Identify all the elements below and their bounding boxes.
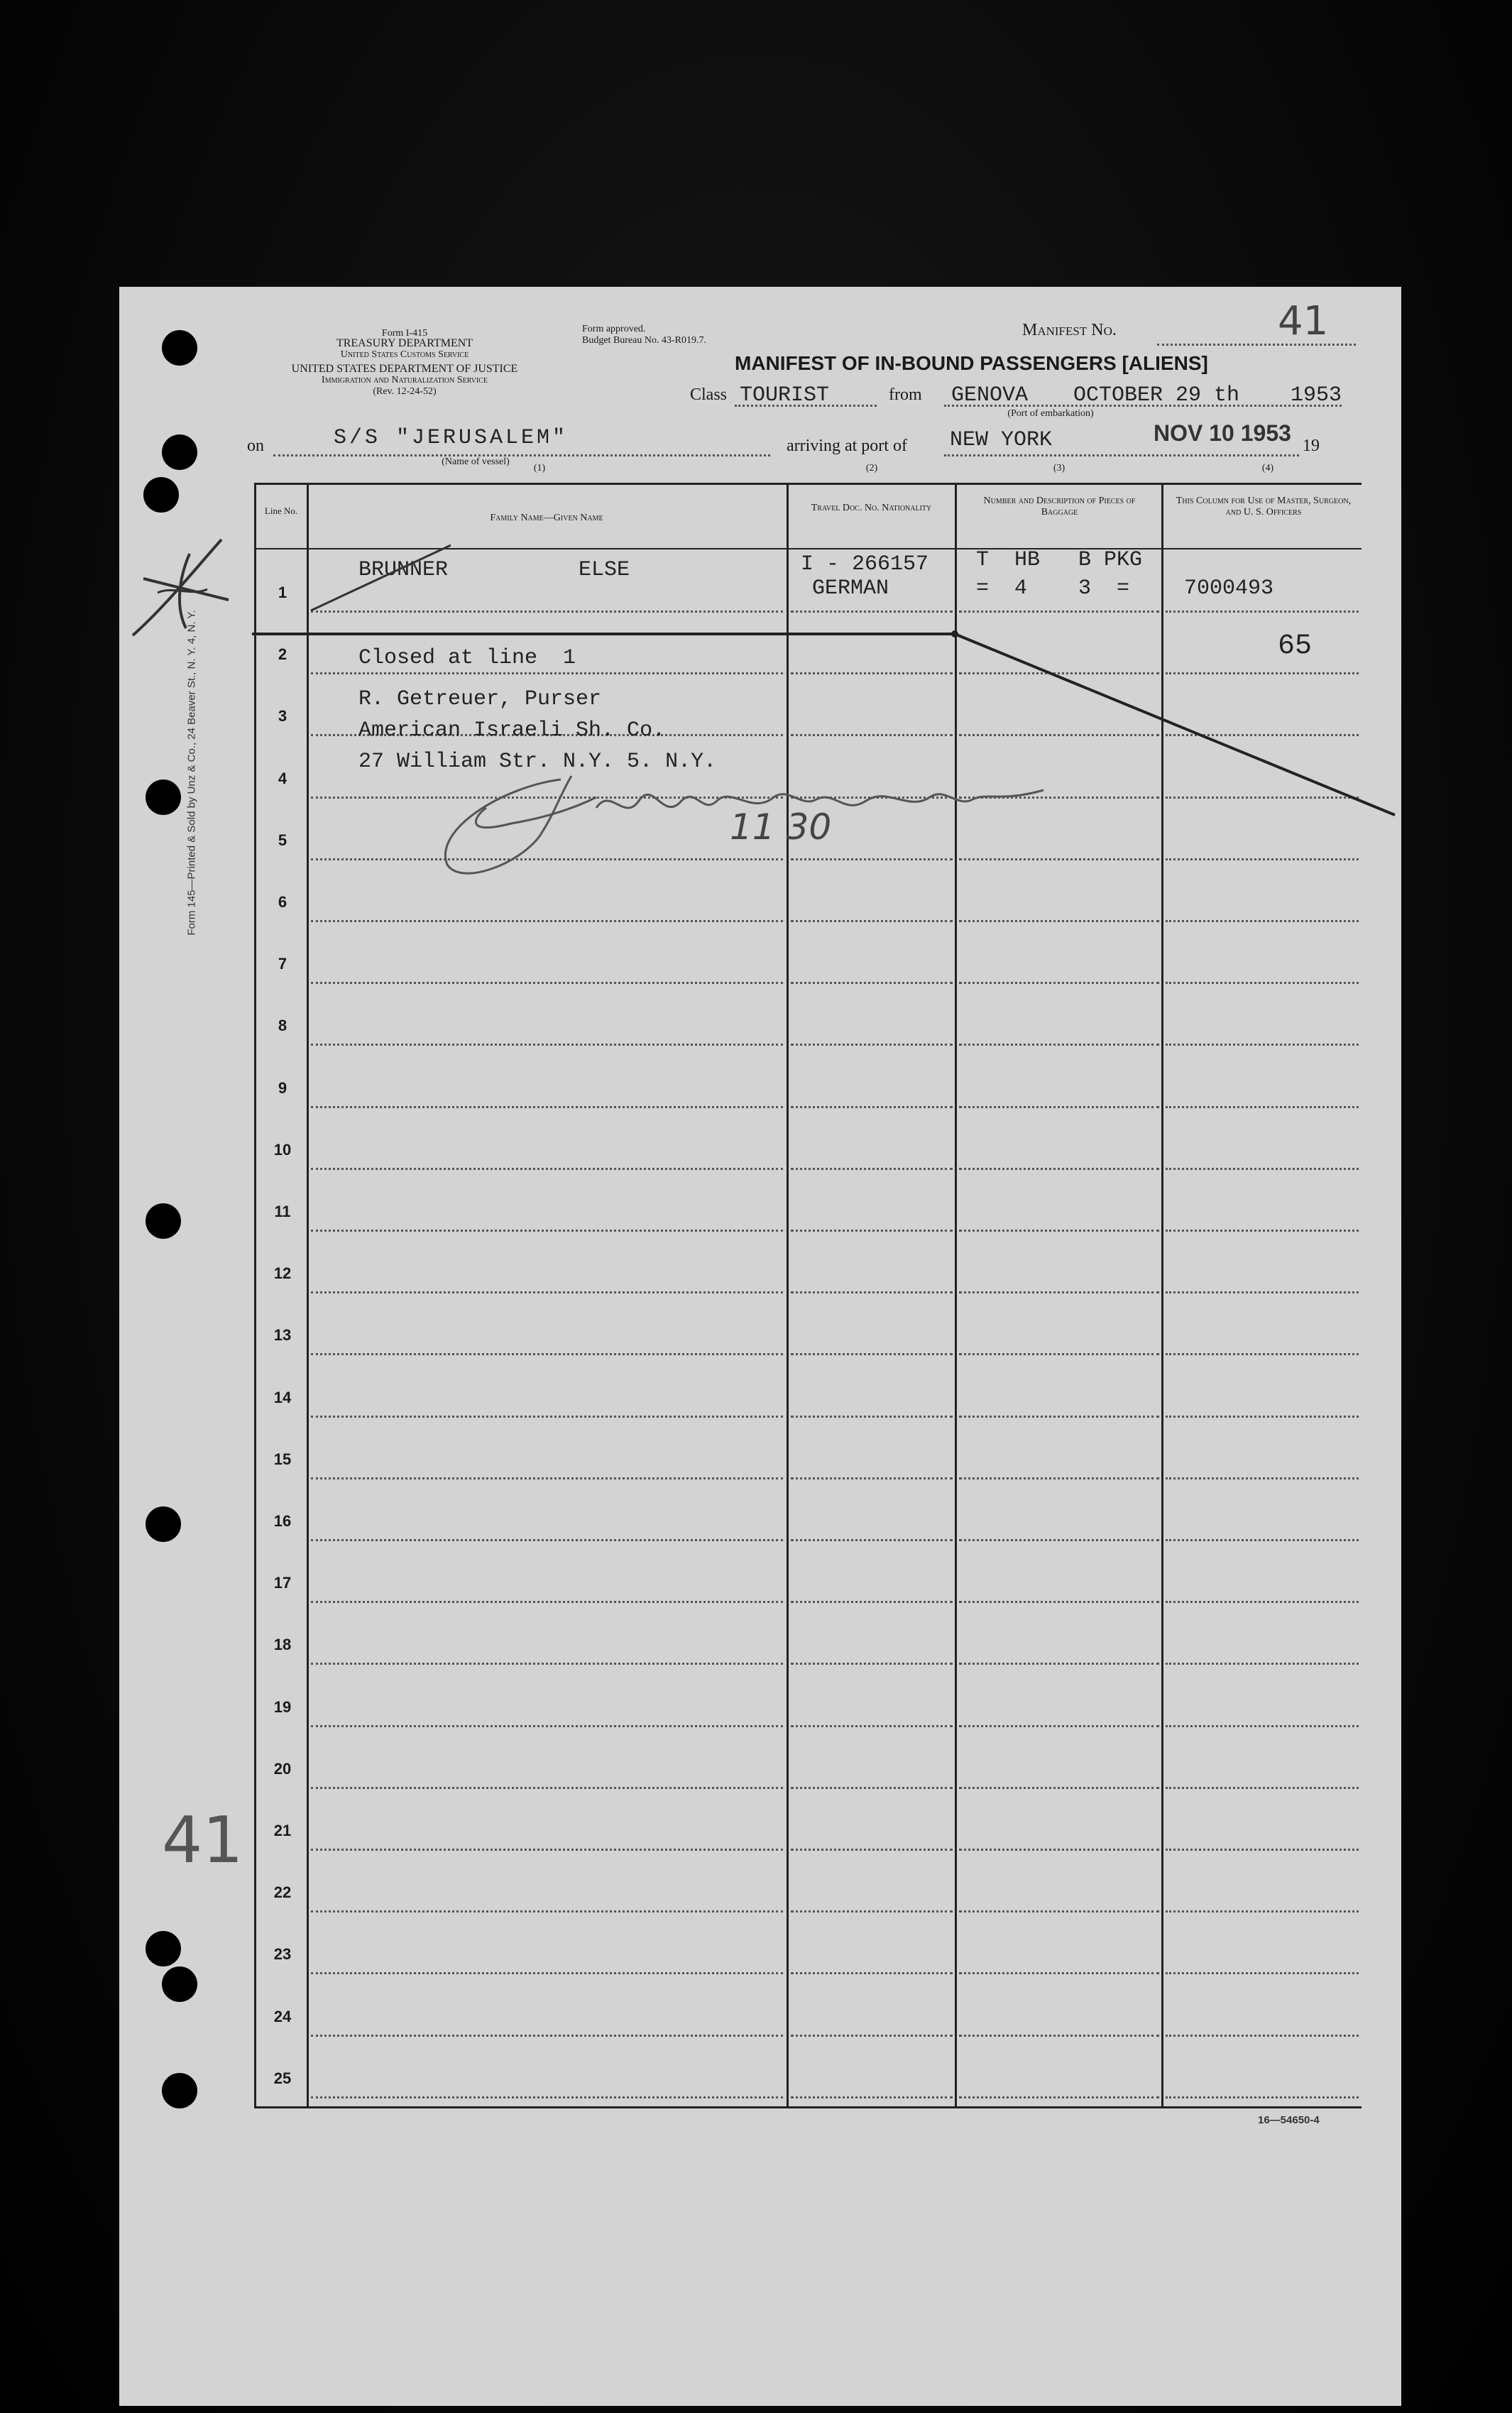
col-ref-2: (2): [865, 463, 878, 474]
row-rule: [959, 1477, 1159, 1479]
binder-hole: [146, 1931, 181, 1966]
col-header-name: Family Name—Given Name: [490, 513, 603, 523]
line-number: 20: [273, 1759, 292, 1778]
line-number: 13: [273, 1326, 292, 1345]
row-rule: [311, 1910, 783, 1913]
row-rule: [791, 920, 953, 922]
row1-officer-number[interactable]: 7000493: [1184, 576, 1274, 601]
row-rule: [311, 1106, 783, 1108]
line-number: 2: [278, 645, 287, 664]
manifest-no-label: Manifest No.: [1022, 321, 1117, 339]
line-number: 5: [278, 831, 287, 849]
line-number: 8: [278, 1017, 287, 1035]
row-rule: [791, 1477, 953, 1479]
row-rule: [311, 1291, 783, 1293]
row-rule: [311, 1849, 783, 1851]
form-approved: Form approved.: [582, 324, 646, 334]
line-number: 17: [273, 1574, 292, 1592]
row2-officer-number[interactable]: 65: [1278, 630, 1313, 662]
row-rule: [1166, 1416, 1359, 1418]
row-rule: [311, 1353, 783, 1355]
row-rule: [1166, 920, 1359, 922]
row-rule: [311, 1725, 783, 1727]
manifest-title: MANIFEST OF IN-BOUND PASSENGERS [ALIENS]: [735, 352, 1208, 374]
shipping-company: American Israeli Sh. Co.: [358, 718, 666, 743]
row-rule: [311, 1044, 783, 1046]
binder-hole: [162, 1966, 197, 2002]
revision: (Rev. 12-24-52): [373, 386, 437, 397]
vessel-value[interactable]: S/S "JERUSALEM": [334, 426, 569, 450]
on-label: on: [247, 437, 264, 455]
row-rule: [1166, 1291, 1359, 1293]
binder-hole: [162, 2073, 197, 2108]
line-number: 6: [278, 893, 287, 911]
arrival-date-stamp: NOV 10 1953: [1154, 420, 1291, 446]
row-rule: [311, 1787, 783, 1789]
row-rule: [959, 1044, 1159, 1046]
row-rule: [959, 2035, 1159, 2037]
line-number: 12: [273, 1264, 292, 1283]
line-number: 24: [273, 2007, 292, 2025]
binder-hole: [162, 330, 197, 366]
embarkation-note: (Port of embarkation): [1007, 408, 1094, 419]
line-number: 21: [273, 1822, 292, 1839]
row-rule: [959, 1168, 1159, 1170]
row1-baggage-count[interactable]: = 4 3 =: [976, 576, 1130, 601]
line-number: 10: [273, 1140, 292, 1159]
row-rule: [1166, 1972, 1359, 1974]
line-number: 18: [273, 1636, 292, 1654]
col-header-baggage: Number and Description of Pieces of Baggage: [983, 496, 1136, 518]
row-rule: [1166, 1106, 1359, 1108]
closed-at-line: Closed at line 1: [358, 646, 576, 670]
binder-hole: [162, 434, 197, 470]
from-value[interactable]: GENOVA: [951, 383, 1029, 407]
row-rule: [1166, 1787, 1359, 1789]
nineteen-label: 19: [1303, 437, 1320, 455]
margin-number: 41: [162, 1803, 243, 1878]
row-rule: [311, 920, 783, 922]
col-ref-4: (4): [1261, 463, 1274, 474]
class-line: [735, 405, 877, 407]
row-rule: [1166, 2096, 1359, 2099]
line-number: 1: [278, 584, 287, 601]
arriving-label: arriving at port of: [787, 437, 907, 455]
row-rule: [791, 2096, 953, 2099]
row-rule: [959, 920, 1159, 922]
row-rule: [959, 1787, 1159, 1789]
class-value[interactable]: TOURIST: [740, 383, 830, 407]
row-rule: [959, 1972, 1159, 1974]
row-rule: [311, 1539, 783, 1541]
row1-family-name[interactable]: BRUNNER: [358, 558, 449, 582]
row-rule: [1166, 1849, 1359, 1851]
row1-strikethrough: [305, 540, 469, 618]
row-rule: [311, 982, 783, 984]
manifest-no-value: 41: [1278, 298, 1329, 344]
row-rule: [311, 1168, 783, 1170]
binder-hole: [146, 1203, 181, 1239]
row-rule: [791, 611, 953, 613]
row-rule: [791, 1168, 953, 1170]
line-number: 15: [273, 1450, 292, 1468]
row-rule: [959, 1910, 1159, 1913]
row-rule: [1166, 1168, 1359, 1170]
date-value[interactable]: OCTOBER 29 th: [1073, 383, 1240, 407]
binder-hole: [146, 779, 181, 815]
row-rule: [791, 982, 953, 984]
row-rule: [311, 1416, 783, 1418]
row-rule: [791, 1663, 953, 1665]
row-rule: [791, 1910, 953, 1913]
row-rule: [1166, 1353, 1359, 1355]
row-rule: [959, 1663, 1159, 1665]
budget-bureau: Budget Bureau No. 43-R019.7.: [582, 335, 706, 346]
row-rule: [791, 1291, 953, 1293]
row-rule: [311, 1230, 783, 1232]
from-line: [944, 405, 1342, 407]
row-rule: [791, 1725, 953, 1727]
row-rule: [1166, 1477, 1359, 1479]
row-rule: [1166, 1663, 1359, 1665]
row-rule: [791, 1353, 953, 1355]
row1-baggage-desc[interactable]: T HB B PKG: [976, 548, 1143, 572]
line-number: 25: [273, 2069, 292, 2087]
binder-hole: [143, 477, 179, 513]
table-bottom-border: [254, 2106, 1362, 2108]
printer-note: Form 145—Printed & Sold by Unz & Co., 24 Beaver St., N. Y. 4, N. Y.: [185, 610, 198, 936]
row-rule: [791, 1539, 953, 1541]
row-rule: [311, 1601, 783, 1603]
row-rule: [791, 1601, 953, 1603]
row-rule: [1166, 1044, 1359, 1046]
row-rule: [311, 2096, 783, 2099]
col-header-travel: Travel Doc. No. Nationality: [811, 503, 932, 513]
purser-name: R. Getreuer, Purser: [358, 687, 602, 711]
row-rule: [1166, 1910, 1359, 1913]
line-number: 7: [278, 955, 287, 973]
vessel-note: (Name of vessel): [442, 456, 510, 467]
row-rule: [311, 2035, 783, 2037]
line-number: 3: [278, 707, 287, 726]
line-number: 16: [273, 1512, 292, 1530]
row-rule: [791, 1972, 953, 1974]
row-rule: [311, 1663, 783, 1665]
year-value[interactable]: 1953: [1291, 383, 1342, 407]
ins-service: Immigration and Naturalization Service: [322, 375, 488, 385]
row-rule: [791, 1416, 953, 1418]
row-rule: [791, 1849, 953, 1851]
row-rule: [791, 1787, 953, 1789]
form-number: Form I-415: [381, 328, 428, 339]
row-rule: [959, 611, 1159, 613]
row1-given-name[interactable]: ELSE: [579, 558, 630, 582]
line-number: 23: [273, 1945, 292, 1964]
row-rule: [311, 1972, 783, 1974]
row-rule: [959, 1416, 1159, 1418]
treasury-dept: TREASURY DEPARTMENT: [336, 337, 473, 349]
row-rule: [959, 1353, 1159, 1355]
line-number: 11: [274, 1203, 291, 1220]
row-rule: [1166, 982, 1359, 984]
col-ref-1: (1): [533, 463, 546, 474]
row-rule: [1166, 858, 1359, 860]
row-rule: [1166, 2035, 1359, 2037]
row-rule: [959, 982, 1159, 984]
line-number: 4: [278, 769, 287, 787]
row-rule: [1166, 1725, 1359, 1727]
footer-code: 16—54650-4: [1258, 2114, 1320, 2126]
row-rule: [1166, 1601, 1359, 1603]
line-number: 22: [273, 1883, 292, 1902]
line-number: 19: [273, 1697, 292, 1716]
row-rule: [959, 1601, 1159, 1603]
row-rule: [1166, 1539, 1359, 1541]
row-rule: [959, 1291, 1159, 1293]
row-rule: [791, 1106, 953, 1108]
company-address: 27 William Str. N.Y. 5. N.Y.: [358, 750, 717, 774]
justice-dept: UNITED STATES DEPARTMENT OF JUSTICE: [291, 363, 518, 375]
row-rule: [959, 1539, 1159, 1541]
row-rule: [959, 1725, 1159, 1727]
row-rule: [311, 1477, 783, 1479]
customs-service: United States Customs Service: [340, 349, 469, 360]
binder-hole: [146, 1506, 181, 1542]
margin-mark: [122, 529, 236, 650]
line-number: 14: [273, 1388, 292, 1406]
row-rule: [791, 1044, 953, 1046]
class-label: Class: [690, 385, 728, 404]
handwritten-number: 11 30: [730, 806, 832, 848]
row-rule: [1166, 611, 1359, 613]
row-rule: [959, 1230, 1159, 1232]
row-rule: [959, 1106, 1159, 1108]
row-rule: [1166, 1230, 1359, 1232]
row-rule: [791, 2035, 953, 2037]
table-top-border: [254, 483, 1362, 485]
col-ref-3: (3): [1053, 463, 1065, 474]
row-rule: [791, 1230, 953, 1232]
from-label: from: [889, 385, 922, 404]
row1-nationality[interactable]: GERMAN: [812, 576, 889, 601]
row-rule: [959, 2096, 1159, 2099]
line-number: 9: [278, 1078, 287, 1097]
port-value[interactable]: NEW YORK: [950, 428, 1053, 452]
row1-doc-no[interactable]: I - 266157: [801, 552, 929, 576]
port-line: [944, 454, 1299, 456]
col-header-officers: This Column for Use of Master, Surgeon, and U. S. Officers: [1176, 496, 1352, 518]
col-header-line-no: Line No.: [264, 505, 298, 516]
row-rule: [959, 1849, 1159, 1851]
